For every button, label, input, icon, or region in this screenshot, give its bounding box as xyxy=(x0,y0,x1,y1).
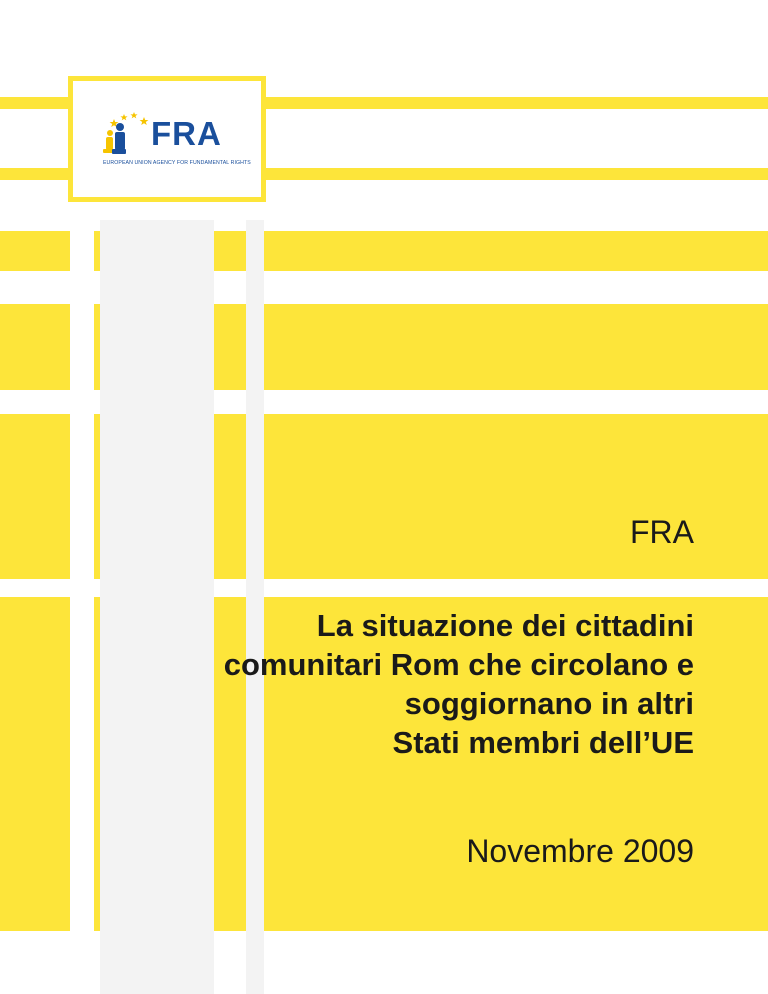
title-line-4: Stati membri dell’UE xyxy=(392,725,694,760)
fra-logo-emblem-icon xyxy=(100,111,152,161)
title-line-3: soggiornano in altri xyxy=(404,686,694,721)
logo-name: FRA xyxy=(151,115,222,152)
cover-title xyxy=(134,606,694,762)
title-line-1: La situazione dei cittadini xyxy=(316,608,694,643)
title-line-2: comunitari Rom che circolano e xyxy=(223,647,694,682)
vertical-band-1 xyxy=(70,220,94,994)
logo-subtitle: EUROPEAN UNION AGENCY FOR FUNDAMENTAL RIGHTS xyxy=(103,160,251,166)
cover-header: FRA xyxy=(630,514,694,550)
cover-date: Novembre 2009 xyxy=(466,833,694,869)
